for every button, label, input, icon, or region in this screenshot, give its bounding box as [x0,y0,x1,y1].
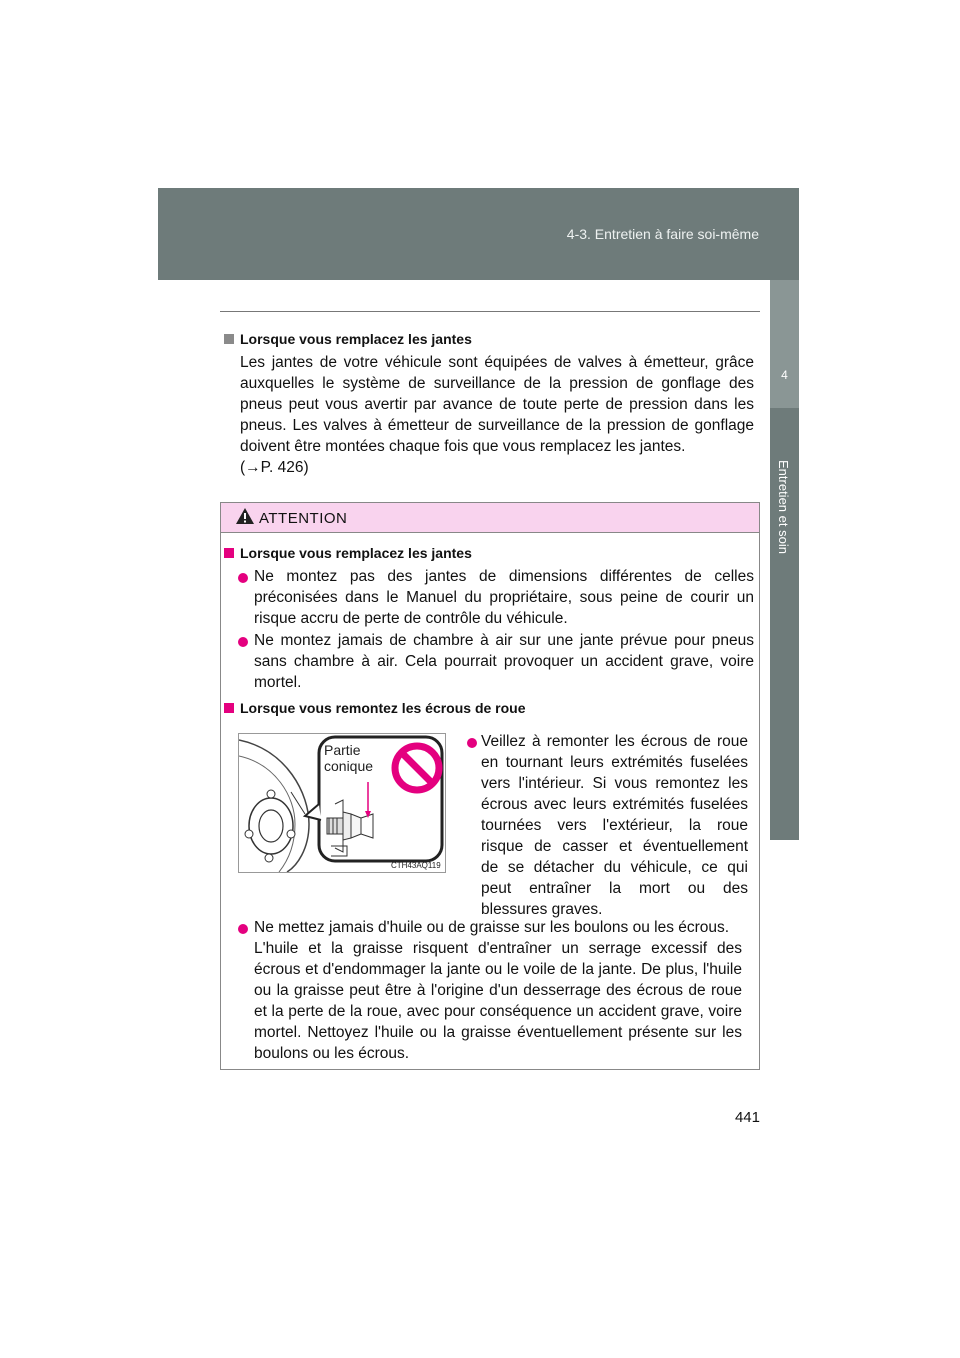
warning-subheading-text: Lorsque vous remontez les écrous de roue [240,700,526,716]
text-line: ou la graisse peut être à l'origine d'un desserrage des écrous de roue [254,982,742,999]
square-bullet-icon [224,334,234,344]
text-line: de se détacher du véhicule, ce qui [481,859,748,876]
text-line: peut entraîner la mort ou des [481,880,748,897]
warning-bullet [254,630,754,693]
square-bullet-icon [224,548,234,558]
text-line: Ne mettez jamais d'huile ou de graisse sur les boulons ou les écrous. [254,919,730,936]
text-line: pneus. Les valves à émetteur de surveillance de la pression de gonflage [240,417,754,434]
warning-bullet [481,731,748,920]
chapter-title: Entretien et soin [775,460,791,554]
wheel-nut-figure [238,733,446,873]
bullet-dot-icon [238,924,248,934]
text-line: boulons ou les écrous. [254,1045,410,1062]
text-line: écrous et d'endommager la jante ou le voile de la jante. De plus, l'huile [254,961,742,978]
chapter-number-box [770,280,799,408]
bullet-dot-icon [238,573,248,583]
text-line: vers l'intérieur. Si vous remontez les [481,775,748,792]
text-line: Veillez à remonter les écrous de roue [481,733,748,750]
warning-header [221,503,759,533]
square-bullet-icon [224,703,234,713]
text-line: Ne montez jamais de chambre à air sur une jante prévue pour pneus [254,632,754,649]
text-line: mortel. [254,674,302,691]
warning-triangle-icon [235,507,255,525]
figure-code: CTH43AQ119 [391,861,441,870]
text-line: risque accru de perte de contrôle du véhicule. [254,610,568,627]
figure-label-line: Partie [324,742,361,758]
text-line: auxquelles le système de surveillance de la pression de gonflage des [240,375,754,392]
text-line: mortel. Nettoyez l'huile ou la graisse éventuellement présente sur les [254,1024,742,1041]
text-line: L'huile et la graisse risquent d'entraîner un serrage excessif des [254,940,742,957]
warning-subheading-text: Lorsque vous remplacez les jantes [240,545,472,561]
warning-bullet [254,917,742,1064]
text-line: et la perte de la roue, avec pour conséquence un accident grave, voire [254,1003,742,1020]
page-number: 441 [734,1109,760,1126]
text-line: pneus peut vous avertir par avance de toute perte de pression dans les [240,396,754,413]
text-line: sans chambre à air. Cela pourrait provoquer un accident grave, voire [254,653,754,670]
bullet-dot-icon [467,738,477,748]
warning-subheading [224,700,526,716]
divider-rule [220,311,760,312]
text-line: tournées vers l'extérieur, la roue [481,817,748,834]
chapter-tab [770,280,799,840]
section-heading-text: Lorsque vous remplacez les jantes [240,331,472,347]
section-paragraph [240,352,754,478]
figure-callout-label [324,742,373,774]
text-line: Les jantes de votre véhicule sont équipées de valves à émetteur, grâce [240,354,754,371]
figure-label-line: conique [324,758,374,774]
chapter-title-container [770,460,799,720]
text-line: blessures graves. [481,901,603,918]
text-line: préconisées dans le Manuel du propriétaire, sous peine de courir un [254,589,754,606]
text-line: écrous avec leurs extrémités fuselées [481,796,748,813]
text-line: Ne montez pas des jantes de dimensions différentes de celles [254,568,754,585]
text-line: en tournant leurs extrémités fuselées [481,754,748,771]
header-band [158,188,799,280]
chapter-number: 4 [781,368,788,382]
section-heading [224,331,472,347]
bullet-dot-icon [238,637,248,647]
warning-title: ATTENTION [259,510,348,527]
text-line: risque de casser et éventuellement [481,838,748,855]
header-section-title: 4-3. Entretien à faire soi-même [566,226,759,242]
page-reference: (→P. 426) [240,459,309,476]
warning-bullet [254,566,754,629]
warning-subheading [224,545,472,561]
text-line: doivent être montées chaque fois que vous remplacez les jantes. [240,438,686,455]
